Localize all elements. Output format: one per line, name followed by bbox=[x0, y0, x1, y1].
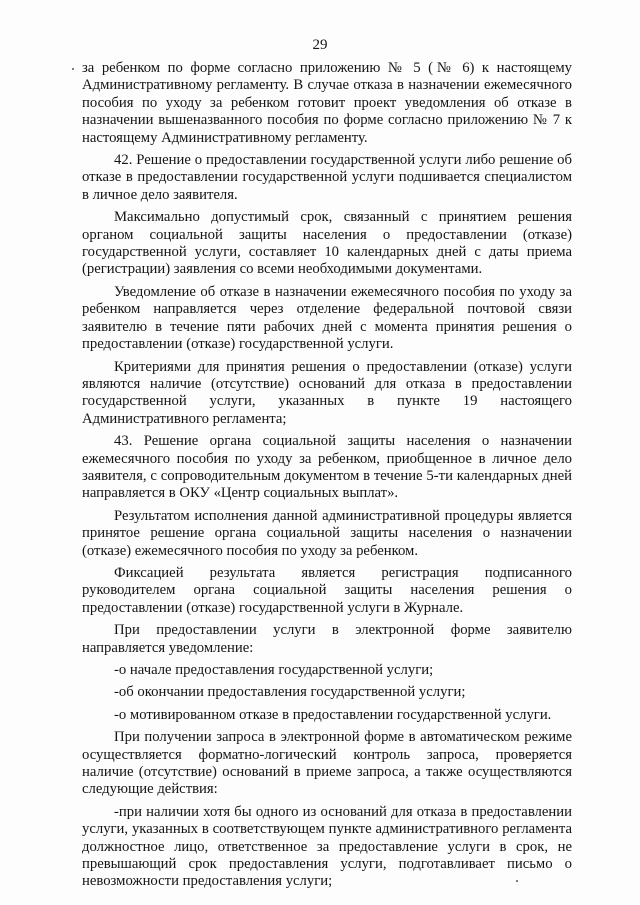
list-item-start: -о начале предоставления государственной услуги; bbox=[114, 662, 434, 678]
list-item-end: -об окончании предоставления государственной услуги; bbox=[114, 684, 466, 701]
paragraph-criteria: Критериями для принятия решения о предоставлении (отказе) услуги являются наличие (отсутствие) оснований для отказа в предоставлении государственной услуги, указанных в пункте 19 настоящего Административного регламента; bbox=[82, 358, 572, 427]
paragraph-result: Результатом исполнения данной административной процедуры является принятое решение органа социальной защиты населения о назначении (отказе) ежемесячного пособия по уходу за ребенком. bbox=[82, 507, 572, 559]
paragraph-continuation: за ребенком по форме согласно приложению № 5 (№ 6) к настоящему Административному регламенту. В случае отказа в назначении ежемесячного пособия по уходу за ребенком готовит проект уведомления об отказе в назначении вышеназванного пособия по форме согласно приложению № 7 к настоящему Административному регламенту. bbox=[82, 60, 572, 146]
list-item-refusal: -о мотивированном отказе в предоставлении государственной услуги. bbox=[114, 706, 552, 723]
scan-speck bbox=[516, 880, 518, 882]
paragraph-43: 43. Решение органа социальной защиты населения о назначении ежемесячного пособия по уходу за ребенком, приобщенное в личное дело заявителя, с сопроводительным документом в течение 5-ти календарных дней направляется в ОКУ «Центр социальных выплат». bbox=[82, 433, 572, 502]
page-number: 29 bbox=[312, 37, 328, 53]
paragraph-42: 42. Решение о предоставлении государственной услуги либо решение об отказе в предоставлении государственной услуги подшивается специалистом в личное дело заявителя. bbox=[82, 152, 572, 203]
scan-speck bbox=[72, 68, 74, 70]
paragraph-refusal-notice: Уведомление об отказе в назначении ежемесячного пособия по уходу за ребенком направляется через отделение федеральной почтовой связи заявителю в течение пяти рабочих дней с момента принятия решения о предоставлении (отказе) государственной услуги. bbox=[82, 283, 572, 353]
paragraph-electronic-request: При получении запроса в электронной форме в автоматическом режиме осуществляется форматно-логический контроль запроса, проверяется наличие (отсутствие) оснований в приеме запроса, а также осуществляются следующие действия: bbox=[82, 729, 572, 798]
document-body bbox=[82, 60, 572, 891]
paragraph-electronic-notice: При предоставлении услуги в электронной форме заявителю направляется уведомление: bbox=[82, 622, 572, 656]
paragraph-max-term: Максимально допустимый срок, связанный с принятием решения органом социальной защиты населения о предоставлении (отказе) государственной услуги, составляет 10 календарных дней с даты приема (регистрации) заявления со всеми необходимыми документами. bbox=[82, 209, 572, 278]
paragraph-fixation: Фиксацией результата является регистрация подписанного руководителем органа социальной защиты населения решения о предоставлении (отказе) государственной услуги в Журнале. bbox=[82, 564, 572, 616]
list-item-grounds: -при наличии хотя бы одного из оснований для отказа в предоставлении услуги, указанных в соответствующем пункте административного регламента должностное лицо, ответственное за предоставление услуги в срок, не превышающий срок предоставления услуги, подготавливает письмо о невозможности предоставления услуги; bbox=[82, 803, 572, 890]
